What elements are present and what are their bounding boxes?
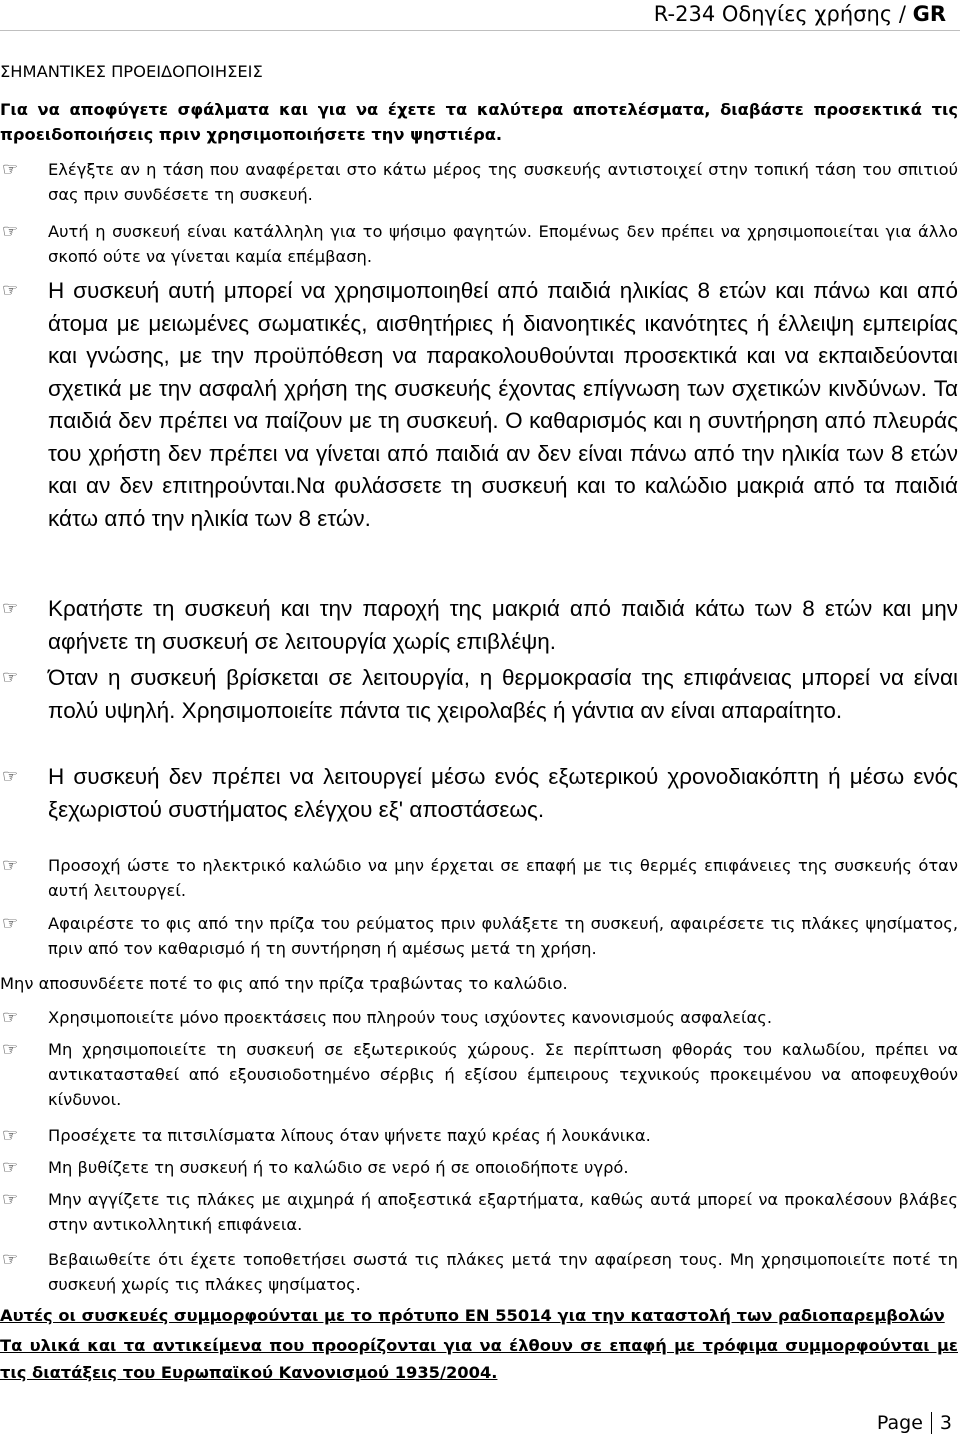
pointing-hand-icon: ☞ bbox=[2, 1007, 19, 1028]
intro-text: Για να αποφύγετε σφάλματα και για να έχετε τα καλύτερα αποτελέσματα, διαβάστε προσεκτικά τις προειδοποιήσεις πριν χρησιμοποιήσετε την ψηστιέρα. bbox=[0, 100, 958, 144]
compliance-food-contact: Τα υλικά και τα αντικείμενα που προορίζονται για να έλθουν σε επαφή με τρόφιμα συμμορφούνται με τις διατάξεις του Ευρωπαϊκού Κανονισμού 1935/2004. bbox=[0, 1336, 958, 1382]
warning-item bbox=[0, 662, 958, 727]
warning-item-text: Χρησιμοποιείτε μόνο προεκτάσεις που πληρούν τους ισχύοντες κανονισμούς ασφαλείας. bbox=[48, 1008, 773, 1027]
warning-item-text: Κρατήστε τη συσκευή και την παροχή της μακριά από παιδιά κάτω των 8 ετών και μην αφήνετε τη συσκευή σε λειτουργία χωρίς επιβλέψη. bbox=[48, 596, 958, 654]
page-label: Page bbox=[876, 1412, 923, 1434]
warning-item-text: Αφαιρέστε το φις από την πρίζα του ρεύματος πριν φυλάξετε τη συσκευή, αφαιρέσετε τις πλάκες ψησίματος, πριν από τον καθαρισμό ή τη συντήρηση ή αμέσως μετά τη χρήση. bbox=[48, 914, 958, 958]
pointing-hand-icon: ☞ bbox=[2, 280, 19, 301]
warning-item-text: Αυτή η συσκευή είναι κατάλληλη για το ψήσιμο φαγητών. Επομένως δεν πρέπει να χρησιμοποιείται για άλλο σκοπό ούτε να γίνεται καμία επέμβαση. bbox=[48, 222, 958, 266]
warning-item bbox=[0, 1124, 958, 1149]
warning-item bbox=[0, 158, 958, 208]
pointing-hand-icon: ☞ bbox=[2, 766, 19, 787]
warning-item bbox=[0, 275, 958, 535]
language-code: GR bbox=[912, 2, 946, 26]
page-header bbox=[0, 0, 960, 31]
warning-item bbox=[0, 1038, 958, 1112]
warning-item bbox=[0, 220, 958, 270]
warning-item bbox=[0, 761, 958, 826]
warning-item-text: Μη βυθίζετε τη συσκευή ή το καλώδιο σε νερό ή σε οποιοδήποτε υγρό. bbox=[48, 1158, 629, 1177]
footer-divider bbox=[931, 1412, 932, 1434]
pointing-hand-icon: ☞ bbox=[2, 221, 19, 242]
warning-item bbox=[0, 1156, 958, 1181]
pointing-hand-icon: ☞ bbox=[2, 159, 19, 180]
warning-item bbox=[0, 1006, 958, 1031]
pointing-hand-icon: ☞ bbox=[2, 1249, 19, 1270]
document-title-text: R-234 Οδηγίες χρήσης / bbox=[653, 2, 913, 26]
document-title bbox=[654, 2, 946, 26]
warning-item-text: Ελέγξτε αν η τάση που αναφέρεται στο κάτω μέρος της συσκευής αντιστοιχεί στην τοπική τάση του σπιτιού σας πριν συνδέσετε τη συσκευή. bbox=[48, 160, 958, 204]
warning-item-text: Η συσκευή αυτή μπορεί να χρησιμοποιηθεί από παιδιά ηλικίας 8 ετών και πάνω και από άτομα με μειωμένες σωματικές, αισθητήριες ή διανοητικές ικανότητες ή έλλειψη εμπειρίας και γνώσης, με την προϋπόθεση να παρακολουθούνται προσεκτικά και να εκπαιδεύονται σχετικά με την ασφαλή χρήση της συσκευής έχοντας επίγνωση των σχετικών κινδύνων. Τα παιδιά δεν πρέπει να παίζουν με τη συσκευή. Ο καθαρισμός και η συντήρηση από πλευράς του χρήστη δεν πρέπει να γίνεται από παιδιά αν δεν είναι πάνω από την ηλικία των 8 ετών και αν δεν επιτηρούνται.Να φυλάσσετε τη συσκευή και το καλώδιο μακριά από τα παιδιά κάτω από την ηλικία των 8 ετών. bbox=[48, 278, 958, 531]
warning-item-text: Βεβαιωθείτε ότι έχετε τοποθετήσει σωστά τις πλάκες μετά την αφαίρεση τους. Μη χρησιμοποιείτε ποτέ τη συσκευή χωρίς τις πλάκες ψησίματος. bbox=[48, 1250, 958, 1294]
plain-warning: Μην αποσυνδέετε ποτέ το φις από την πρίζα τραβώντας το καλώδιο. bbox=[0, 974, 568, 993]
warning-item-text: Όταν η συσκευή βρίσκεται σε λειτουργία, η θερμοκρασία της επιφάνειας μπορεί να είναι πολύ υψηλή. Χρησιμοποιείτε πάντα τις χειρολαβές ή γάντια αν είναι απαραίτητο. bbox=[48, 665, 958, 723]
pointing-hand-icon: ☞ bbox=[2, 913, 19, 934]
pointing-hand-icon: ☞ bbox=[2, 855, 19, 876]
pointing-hand-icon: ☞ bbox=[2, 598, 19, 619]
pointing-hand-icon: ☞ bbox=[2, 1039, 19, 1060]
warning-item bbox=[0, 1248, 958, 1298]
warning-item bbox=[0, 1188, 958, 1238]
page-number: 3 bbox=[939, 1412, 952, 1434]
pointing-hand-icon: ☞ bbox=[2, 667, 19, 688]
warning-item-text: Προσέχετε τα πιτσιλίσματα λίπους όταν ψήνετε παχύ κρέας ή λουκάνικα. bbox=[48, 1126, 651, 1145]
pointing-hand-icon: ☞ bbox=[2, 1125, 19, 1146]
page-footer bbox=[877, 1412, 952, 1434]
warning-item-text: Μην αγγίζετε τις πλάκες με αιχμηρά ή αποξεστικά εξαρτήματα, καθώς αυτά μπορεί να προκαλέσουν βλάβες στην αντικολλητική επιφάνεια. bbox=[48, 1190, 958, 1234]
pointing-hand-icon: ☞ bbox=[2, 1189, 19, 1210]
pointing-hand-icon: ☞ bbox=[2, 1157, 19, 1178]
warning-item-text: Μη χρησιμοποιείτε τη συσκευή σε εξωτερικούς χώρους. Σε περίπτωση φθοράς του καλωδίου, πρέπει να αντικατασταθεί από εξουσιοδοτημένο σέρβις ή εξίσου έμπειρους τεχνικούς προκειμένου να αποφευχθούν κίνδυνοι. bbox=[48, 1040, 958, 1109]
warning-item bbox=[0, 912, 958, 962]
compliance-emc: Αυτές οι συσκευές συμμορφούνται με το πρότυπο EN 55014 για την καταστολή των ραδιοπαρεμβολών bbox=[0, 1306, 945, 1325]
warning-item bbox=[0, 854, 958, 904]
section-title: ΣΗΜΑΝΤΙΚΕΣ ΠΡΟΕΙΔΟΠΟΙΗΣΕΙΣ bbox=[0, 62, 263, 81]
warning-item-text: Προσοχή ώστε το ηλεκτρικό καλώδιο να μην έρχεται σε επαφή με τις θερμές επιφάνειες της συσκευής όταν αυτή λειτουργεί. bbox=[48, 856, 958, 900]
warning-item-text: Η συσκευή δεν πρέπει να λειτουργεί μέσω ενός εξωτερικού χρονοδιακόπτη ή μέσω ενός ξεχωριστού συστήματος ελέγχου εξ' αποστάσεως. bbox=[48, 764, 958, 822]
warning-item bbox=[0, 593, 958, 658]
